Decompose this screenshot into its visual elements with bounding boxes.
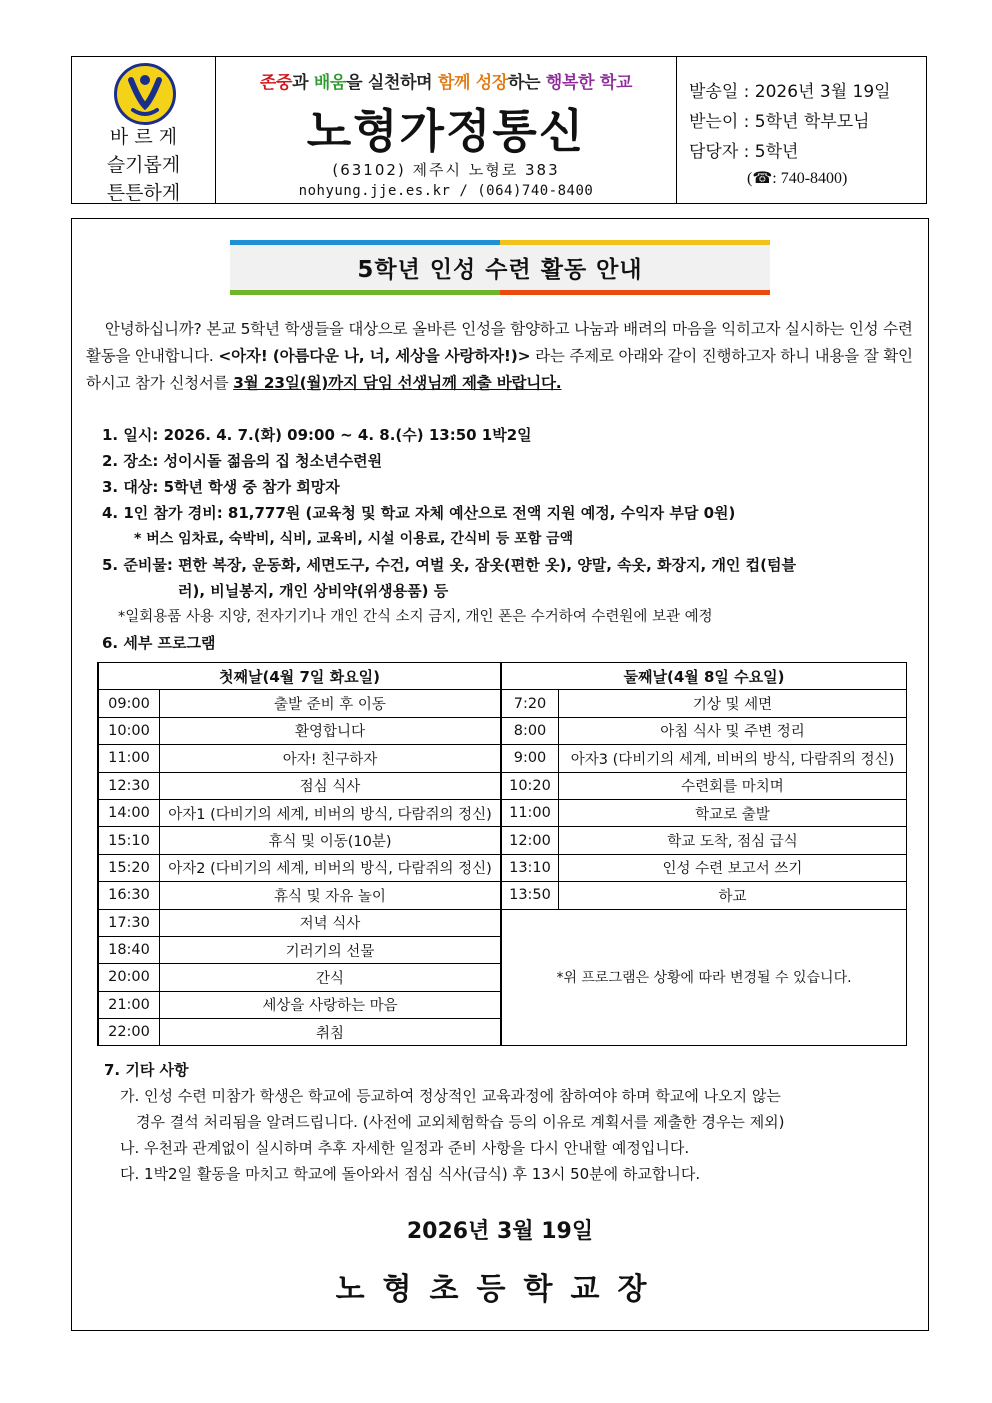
day1-time: 09:00 [98,690,160,717]
day1-activity: 아자1 (다비기의 세계, 비버의 방식, 다람쥐의 정신) [160,799,502,826]
slogan-word-growth: 함께 성장 [437,73,509,93]
day1-activity: 아자! 친구하자 [160,745,502,772]
title-bar-orange [500,290,770,295]
list-item [102,474,922,500]
item-label: 3. 대상: [102,478,164,496]
recipient: 받는이 : 5학년 학부모님 [689,112,870,132]
day1-time: 10:00 [98,717,160,744]
list-item: 다. 1박2일 활동을 마치고 학교에 돌아와서 점심 식사(급식) 후 13시 50분에 하교합니다. [120,1165,701,1183]
table-row [98,663,907,690]
list-item: 나. 우천과 관계없이 실시하며 추후 자세한 일정과 준비 사항을 다시 안내할 예정입니다. [120,1139,690,1157]
motto-line-2: 슬기롭게 [106,154,181,176]
item-label: 2. 장소: [102,452,164,470]
notice-title: 5학년 인성 수련 활동 안내 [357,257,643,283]
other-notes-heading: 7. 기타 사항 [104,1061,189,1079]
day2-time: 11:00 [501,799,559,826]
newsletter-title: 노형가정통신 [306,104,586,158]
item-text: 편한 복장, 운동화, 세면도구, 수건, 여벌 옷, 잠옷(편한 옷), 양말, 속옷, 화장지, 개인 컵(텀블 [178,556,796,574]
table-row [98,690,907,717]
intro-theme: <아자! (아름다운 나, 너, 세상을 사랑하자!)> [218,347,531,365]
slogan-text: 을 실천하며 [346,73,438,93]
day1-activity: 기러기의 선물 [160,936,502,963]
day2-time: 13:10 [501,854,559,881]
item-label: 1. 일시: [102,426,164,444]
manager: 담당자 : 5학년 [689,142,799,162]
slogan-text: 과 [292,73,314,93]
schedule-note: *위 프로그램은 상황에 따라 변경될 수 있습니다. [501,909,907,1046]
list-item [102,500,922,526]
list-item [102,448,922,474]
school-logo-panel [72,57,216,203]
notice-title-box [230,240,770,295]
day1-activity: 휴식 및 자유 놀이 [160,882,502,909]
intro-paragraph [86,316,918,397]
day2-activity: 기상 및 세면 [559,690,907,717]
day1-activity: 점심 식사 [160,772,502,799]
send-meta-panel [677,57,926,203]
day2-activity: 학교 도착, 점심 급식 [559,827,907,854]
day1-activity: 저녁 식사 [160,909,502,936]
slogan-word-happy: 행복한 학교 [545,73,633,93]
item-label: 4. 1인 참가 경비: [102,504,228,522]
school-address: (63102) 제주시 노형로 383 [332,161,560,179]
table-row [98,745,907,772]
list-item: 6. 세부 프로그램 [102,634,216,652]
item-text: 81,777원 (교육청 및 학교 자체 예산으로 전액 지원 예정, 수익자 부담 0원) [227,504,736,522]
day2-activity: 인성 수련 보고서 쓰기 [559,854,907,881]
day1-time: 18:40 [98,936,160,963]
day1-activity: 아자2 (다비기의 세계, 비버의 방식, 다람쥐의 정신) [160,854,502,881]
day1-header: 첫째날(4월 7일 화요일) [98,663,501,690]
day2-activity: 수련회를 마치며 [559,772,907,799]
day2-activity: 아자3 (다비기의 세계, 비버의 방식, 다람쥐의 정신) [559,745,907,772]
day2-time: 10:20 [501,772,559,799]
list-item: *일회용품 사용 지양, 전자기기나 개인 간식 소지 금지, 개인 폰은 수거하여 수련원에 보관 예정 [118,609,713,625]
table-row [98,882,907,909]
school-website: nohyung.jje.es.kr / (064)740-8400 [298,183,594,199]
table-row [98,854,907,881]
table-row [98,827,907,854]
day2-activity: 학교로 출발 [559,799,907,826]
day2-time: 8:00 [501,717,559,744]
submission-deadline: 3월 23일(월)까지 담임 선생님께 제출 바랍니다. [233,374,562,392]
slogan-word-respect: 존중 [259,73,293,93]
newsletter-header [71,56,927,204]
day1-activity: 휴식 및 이동(10분) [160,827,502,854]
intro-text: 안녕하십니까? 본교 5학년 학생들을 대상으로 올바른 인성을 함양하고 나눔과 배려의 마음을 익히고자 실시하는 인성 수련 활동을 안내합니다. [86,320,913,365]
table-row [98,799,907,826]
other-notes [104,1057,914,1187]
item-label: 5. 준비물: [102,556,179,574]
list-item: 러), 비닐봉지, 개인 상비약(위생용품) 등 [178,582,449,600]
day2-time: 9:00 [501,745,559,772]
motto-line-3: 튼튼하게 [106,182,181,204]
day1-time: 14:00 [98,799,160,826]
day1-activity: 출발 준비 후 이동 [160,690,502,717]
item-text: 5학년 학생 중 참가 희망자 [163,478,340,496]
details-list [102,422,922,656]
day1-activity: 환영합니다 [160,717,502,744]
table-row [98,909,907,936]
day1-time: 16:30 [98,882,160,909]
schedule-table [97,662,907,1046]
title-bar-blue [230,240,500,245]
notice-body [71,218,929,1331]
list-item: 경우 결석 처리됨을 알려드립니다. (사전에 교외체험학습 등의 이유로 계획서를 제출한 경우는 제외) [136,1113,785,1131]
principal-signature: 노형초등학교장 [335,1272,665,1307]
item-text: 성이시돌 젊음의 집 청소년수련원 [163,452,383,470]
day1-time: 22:00 [98,1019,160,1046]
school-info-panel [216,57,677,203]
day2-header: 둘째날(4월 8일 수요일) [501,663,907,690]
day1-time: 12:30 [98,772,160,799]
day1-activity: 세상을 사랑하는 마음 [160,991,502,1018]
day2-time: 7:20 [501,690,559,717]
day2-time: 12:00 [501,827,559,854]
intro-text: 라는 주제로 아래와 같이 진행하고자 하니 내용을 잘 확인하시고 참가 신청서를 [86,347,913,392]
title-bar-green [230,290,500,295]
contact-phone: (☎: 740-8400) [747,170,848,187]
send-date: 발송일 : 2026년 3월 19일 [689,82,891,102]
item-text: 2026. 4. 7.(화) 09:00 ~ 4. 8.(수) 13:50 1박2일 [163,426,532,444]
school-slogan [216,68,676,93]
motto-line-1: 바 르 게 [109,126,178,148]
day1-time: 15:20 [98,854,160,881]
day2-activity: 하교 [559,882,907,909]
day1-activity: 간식 [160,964,502,991]
issue-date: 2026년 3월 19일 [406,1219,594,1244]
list-item [102,552,922,578]
day2-activity: 아침 식사 및 주변 정리 [559,717,907,744]
day1-time: 21:00 [98,991,160,1018]
list-item: * 버스 임차료, 숙박비, 식비, 교육비, 시설 이용료, 간식비 등 포함 금액 [134,531,574,547]
day1-time: 11:00 [98,745,160,772]
day1-time: 17:30 [98,909,160,936]
list-item [102,422,922,448]
day1-time: 20:00 [98,964,160,991]
title-bar-yellow [500,240,770,245]
day1-activity: 취침 [160,1019,502,1046]
table-row [98,772,907,799]
table-row [98,717,907,744]
day2-time: 13:50 [501,882,559,909]
day1-time: 15:10 [98,827,160,854]
list-item: 가. 인성 수련 미참가 학생은 학교에 등교하여 정상적인 교육과정에 참하여야 하며 학교에 나오지 않는 [120,1087,781,1105]
slogan-text: 하는 [508,73,546,93]
school-emblem-icon [114,63,176,125]
slogan-word-learning: 배움 [313,73,347,93]
